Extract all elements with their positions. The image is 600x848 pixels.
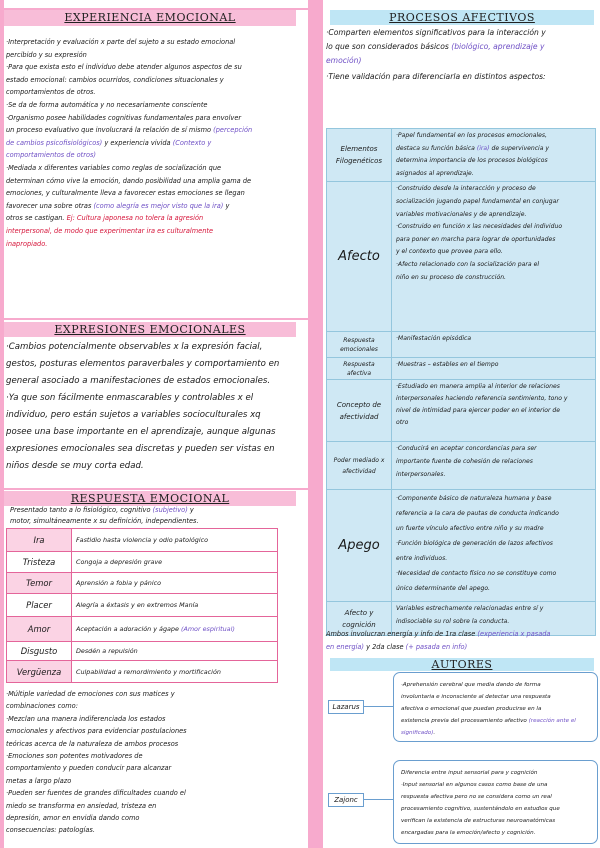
row-line: asignados al aprendizaje. (396, 169, 474, 177)
row-content (392, 380, 596, 442)
procesos-table (326, 128, 596, 636)
proc-outro-2c: (+ pasada en info) (405, 643, 468, 651)
table-row (327, 358, 596, 380)
resp-after-12: consecuencias: patologías. (6, 826, 95, 835)
proc-outro-2a: en energía) (326, 643, 364, 651)
experiencia-title: EXPERIENCIA EMOCIONAL (4, 10, 296, 26)
table-row (327, 182, 596, 332)
row-line: determina importancia de los procesos biológicos (396, 157, 548, 165)
resp-after-8: metas a largo plazo (6, 776, 72, 785)
row-line: único determinante del apego. (396, 585, 490, 593)
exp-line-10: comportamientos de otros) (6, 151, 96, 160)
table-row (7, 661, 278, 683)
exp-line-5: comportamientos de otros. (6, 88, 96, 97)
expr-line-1: ·Cambios potencialmente observables x la expresión facial, (6, 342, 263, 352)
exp-l8: un proceso evaluativo que involucrará la relación de sí mismo (6, 126, 214, 135)
proc-intro-2a: lo que son considerados básicos (326, 42, 452, 51)
row-line: referencia a la cara de pautas de conducta indicando (396, 510, 559, 518)
emotion-name: Disgusto (7, 642, 72, 661)
middle-pink-bar (308, 0, 323, 848)
resp-intro-1b: (subjetivo) (152, 506, 188, 514)
table-row (7, 529, 278, 552)
table-row (7, 552, 278, 573)
row-label: Respuesta emocionales (327, 332, 392, 358)
row-line: ·Componente básico de naturaleza humana y base (396, 495, 552, 503)
author-line-tail: . (433, 730, 436, 736)
exp-line-4: estado emocional: cambios ocurridos, condiciones situacionales y (6, 75, 224, 84)
row-content (392, 490, 596, 602)
row-line: ·Estudiado en manera amplia al interior de relaciones (396, 383, 560, 391)
row-line: ·Función biológica de generación de lazos afectivos (396, 540, 553, 548)
emotion-desc: Culpabilidad a remordimiento y mortificación (72, 661, 278, 683)
proc-intro-2b: (biológico, aprendizaje y (451, 42, 545, 51)
table-row (7, 642, 278, 661)
proc-outro-2b: y 2da clase (363, 643, 406, 651)
resp-after-3: ·Mezclan una manera indiferenciada los estados (6, 714, 166, 723)
emotion-desc: Desdén a repulsión (72, 642, 278, 661)
table-row (7, 573, 278, 594)
proc-outro-1b: (experiencia x pasada (477, 630, 551, 638)
exp-line-2: percibido y su expresión (6, 50, 87, 59)
exp-line-16: interpersonal, de modo que experimentar ira es culturalmente (6, 226, 214, 235)
author-line (401, 715, 590, 739)
author-line: encargadas para la emoción/afecto y cognición. (401, 830, 536, 836)
row-line: ·Manifestación episódica (396, 335, 472, 343)
row-line: importante fuente de cohesión de relaciones (396, 457, 533, 465)
expr-line-2: gestos, posturas elementos paraverbales y comportamiento en (6, 359, 280, 369)
respuesta-after (6, 688, 306, 837)
table-row (327, 332, 596, 358)
row-line: entre individuos. (396, 555, 448, 563)
row-line: un fuerte vínculo afectivo entre niño y su madre (396, 525, 544, 533)
row-label: Concepto de afectividad (327, 380, 392, 442)
exp-line-14 (6, 200, 306, 213)
resp-after-4: emocionales y afectivos para evidenciar postulaciones (6, 727, 187, 736)
experiencia-text (6, 36, 306, 250)
author-box-lazarus (393, 672, 598, 742)
exp-l14b: (como alegría es mejor visto que la ira) (93, 201, 224, 210)
emotion-name: Temor (7, 573, 72, 594)
resp-intro-1 (10, 505, 306, 516)
row-line: ·Construido desde la interacción y proceso de (396, 185, 536, 193)
expr-line-8: niños desde se muy corta edad. (6, 461, 144, 471)
exp-l8b: (percepción (213, 126, 253, 135)
author-label-lazarus: Lazarus (328, 700, 364, 714)
row-line: socialización jugando papel fundamental en conjugar (396, 197, 559, 205)
resp-after-2: combinaciones como: (6, 702, 78, 711)
table-row (327, 442, 596, 490)
row-content (392, 442, 596, 490)
exp-line-12: determinan cómo vive la emoción, dando posibilidad una amplia gama de (6, 176, 252, 185)
row-line: ·Necesidad de contacto físico no se constituye como (396, 570, 557, 578)
row-line: ·Muestras – estables en el tiempo (396, 361, 499, 369)
author-line: procesamiento cognitivo, sustentándolo en estudios que (401, 806, 560, 812)
emotion-name: Amor (7, 617, 72, 642)
proc-outro-1a: Ambos involucran energía y info de 1ra clase (326, 630, 478, 638)
exp-line-13: emociones, y culturalmente lleva a favorecer estas emociones se llegan (6, 189, 245, 198)
row-label: Afecto y cognición (327, 602, 392, 636)
row-line: otro (396, 419, 409, 427)
resp-after-7: comportamiento y pueden conducir para alcanzar (6, 764, 172, 773)
row-line: para poner en marcha para lograr de oportunidades (396, 235, 556, 243)
emotion-desc: Alegría a éxtasis y en extremos Manía (72, 594, 278, 617)
connector-zajonc (363, 799, 393, 800)
row-line-hl: (ira) (476, 144, 490, 152)
row-line-c: de supervivencia y (489, 144, 550, 152)
author-line-hl: (reacción ante el significado) (401, 718, 576, 736)
table-row (327, 129, 596, 182)
exp-line-1: ·Interpretación y evaluación x parte del sujeto a su estado emocional (6, 38, 236, 46)
row-content (392, 182, 596, 332)
resp-after-1: ·Múltiple variedad de emociones con sus matices y (6, 690, 175, 698)
exp-l9b: y experiencia vivida (102, 138, 173, 147)
proc-intro-1: ·Comparten elementos significativos para la interacción y (326, 28, 546, 37)
resp-after-6: ·Emociones son potentes motivadores de (6, 752, 143, 761)
row-label: Apego (327, 490, 392, 602)
row-line: ·Conducirá en aceptar concordancias para ser (396, 445, 537, 453)
emotion-desc: Fastidio hasta violencia y odio patológico (72, 529, 278, 552)
proc-intro-3: emoción) (326, 56, 362, 65)
author-line: involuntaria e inconsciente al detectar una respuesta (401, 694, 551, 700)
row-label: Poder mediado x afectividad (327, 442, 392, 490)
exp-l14: favorecer una sobre otras (6, 201, 94, 210)
exp-line-11: ·Mediada x diferentes variables como reglas de socialización que (6, 163, 222, 172)
table-row (327, 380, 596, 442)
row-line: ·Papel fundamental en los procesos emocionales, (396, 132, 547, 139)
respuesta-table (6, 528, 278, 683)
exp-line-15 (6, 212, 306, 225)
author-box-zajonc (393, 760, 598, 844)
respuesta-intro (10, 505, 306, 527)
exp-line-7: ·Organismo posee habilidades cognitivas fundamentales para envolver (6, 113, 242, 122)
row-line: variables motivacionales y de aprendizaje. (396, 210, 527, 218)
connector-lazarus (363, 706, 393, 707)
exp-l9c: (Contexto y (172, 138, 212, 147)
expr-line-5: individuo, pero están sujetos a variables socioculturales xq (6, 410, 261, 420)
exp-l15: otros se castigan. (6, 214, 67, 223)
resp-after-5: teóricas acerca de la naturaleza de ambos procesos (6, 739, 179, 748)
row-content (392, 332, 596, 358)
row-label: Afecto (327, 182, 392, 332)
author-line: ·Aprehensión cerebral que media dando de forma (401, 682, 541, 688)
expresiones-title: EXPRESIONES EMOCIONALES (4, 322, 296, 337)
row-line: indisociable su rol sobre la conducta. (396, 617, 510, 625)
table-row (7, 617, 278, 642)
emotion-desc-hl: (Amor espiritual) (180, 625, 235, 633)
proc-outro-2 (326, 641, 598, 654)
resp-after-10: miedo se transforma en ansiedad, tristeza en (6, 801, 157, 810)
autores-title: AUTORES (330, 658, 594, 671)
row-line-a: destaca su función básica (396, 144, 477, 152)
row-label: Elementos Filogenéticos (327, 129, 392, 182)
resp-intro-1a: Presentado tanto a lo fisiológico, cognitivo (10, 506, 153, 514)
proc-intro-2 (326, 40, 598, 54)
divider-1 (0, 318, 308, 320)
expr-line-3: general asociado a manifestaciones de estados emocionales. (6, 376, 271, 386)
procesos-outro (326, 628, 598, 654)
procesos-title: PROCESOS AFECTIVOS (330, 10, 594, 25)
emotion-name: Vergüenza (7, 661, 72, 683)
table-row (7, 594, 278, 617)
row-line (396, 143, 591, 156)
exp-line-8 (6, 124, 306, 137)
respuesta-title: RESPUESTA EMOCIONAL (4, 491, 296, 506)
table-row (327, 490, 596, 602)
exp-l15b: Ej: Cultura japonesa no tolera la agresión (66, 214, 204, 223)
proc-intro-4: ·Tiene validación para diferenciarla en distintos aspectos: (326, 72, 546, 81)
row-line: Variables estrechamente relacionadas entre sí y (396, 605, 544, 613)
exp-line-3: ·Para que exista esto el individuo debe atender algunos aspectos de su (6, 63, 242, 72)
author-line: afectiva o emocional que puedan producirse en la (401, 706, 542, 712)
author-line: respuesta afectiva pero no se considera como un real (401, 794, 552, 800)
row-line: y el contexto que provee para ello. (396, 248, 503, 256)
row-label: Respuesta afectiva (327, 358, 392, 380)
author-line-a: existencia previa del procesamiento afectivo (401, 718, 529, 724)
resp-intro-2: motor, simultáneamente x su definición, independientes. (10, 517, 199, 525)
left-pink-bar (0, 0, 4, 848)
emotion-desc (72, 617, 278, 642)
expresiones-text (6, 339, 308, 475)
emotion-desc: Congoja a depresión grave (72, 552, 278, 573)
exp-line-9 (6, 137, 306, 150)
expr-line-6: posee una base importante en el aprendizaje, aunque algunas (6, 427, 276, 437)
divider-2 (0, 488, 308, 490)
resp-after-11: depresión, amor en envidia dando como (6, 814, 140, 823)
procesos-intro (326, 26, 598, 84)
emotion-desc-a: Aceptación a adoración y ágape (76, 625, 181, 633)
row-line: nivel de intimidad para ejercer poder en el interior de (396, 407, 561, 415)
row-content (392, 129, 596, 182)
author-line: ·Input sensorial en algunos casos como base de una (401, 782, 548, 788)
author-line: verifican la existencia de estructuras neuroanatómicas (401, 818, 556, 824)
row-line: ·Afecto relacionado con la socialización para el (396, 260, 540, 268)
exp-l9: de cambios psicofisiológicos) (6, 138, 103, 147)
author-line: Diferencia entre input sensorial para y cognición (401, 770, 538, 776)
resp-intro-1c: y (187, 506, 194, 514)
exp-line-17: inapropiado. (6, 239, 48, 248)
emotion-desc: Aprensión a fobia y pánico (72, 573, 278, 594)
row-line: interpersonales haciendo referencia sentimiento, tono y (396, 395, 568, 403)
row-content (392, 358, 596, 380)
row-line: ·Construido en función x las necesidades del individuo (396, 223, 563, 231)
expr-line-7: expresiones emocionales sea discretas y pueden ser vistas en (6, 444, 275, 454)
emotion-name: Ira (7, 529, 72, 552)
expr-line-4: ·Ya que son fácilmente enmascarables y controlables x el (6, 393, 254, 403)
emotion-name: Tristeza (7, 552, 72, 573)
emotion-name: Placer (7, 594, 72, 617)
resp-after-9: ·Pueden ser fuentes de grandes dificultades cuando el (6, 789, 186, 798)
proc-outro-1 (326, 628, 598, 641)
exp-line-6: ·Se da de forma automática y no necesariamente consciente (6, 100, 208, 109)
author-label-zajonc: Zajonc (328, 793, 364, 807)
exp-l14c: y (223, 201, 230, 210)
row-line: niño en su proceso de construcción. (396, 273, 506, 281)
row-line: interpersonales. (396, 470, 446, 478)
